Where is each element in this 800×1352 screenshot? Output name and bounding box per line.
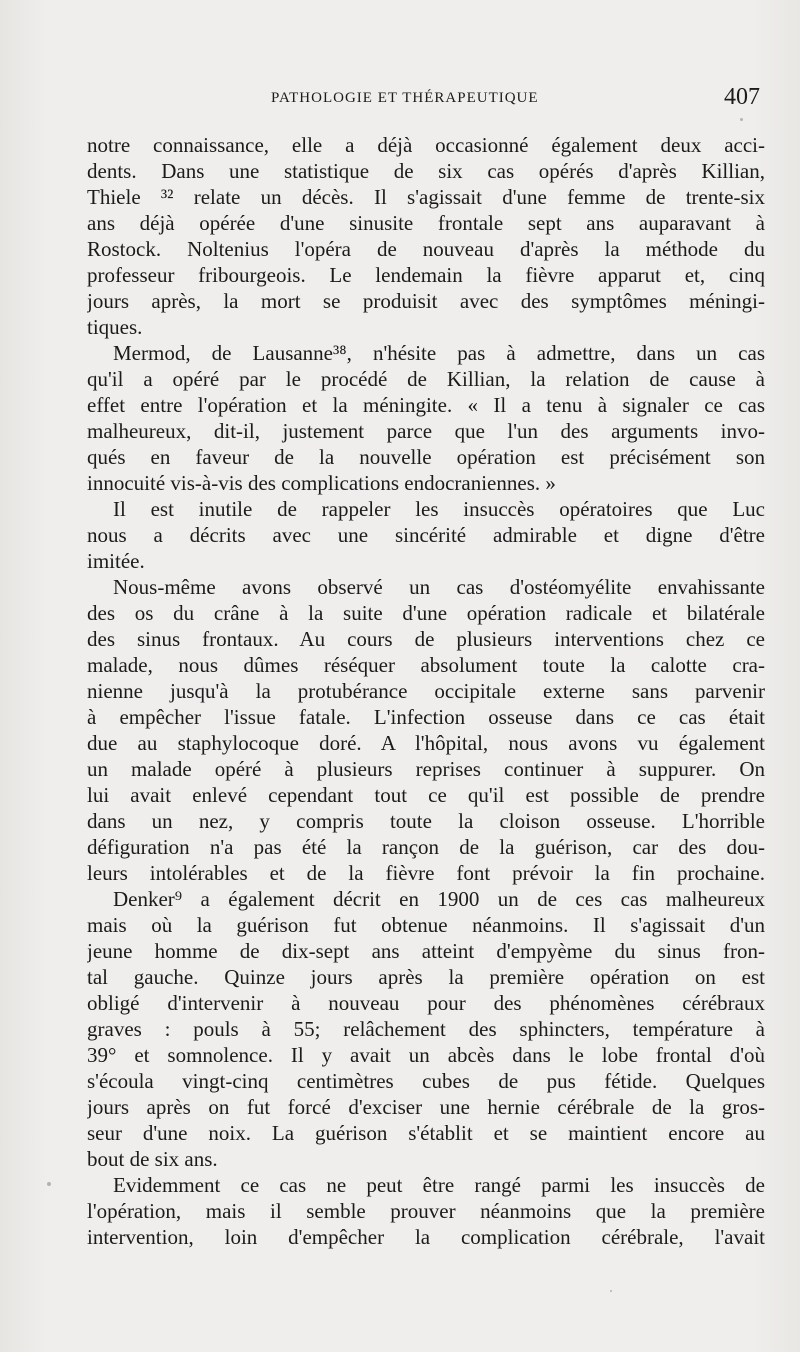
text-line: qu'il a opéré par le procédé de Killian, la relation de cause à <box>87 367 765 391</box>
text-line: bout de six ans. <box>87 1147 218 1171</box>
text-line: graves : pouls à 55; relâchement des sphincters, température à <box>87 1017 765 1041</box>
text-line: Nous-même avons observé un cas d'ostéomyélite envahissante <box>113 575 765 599</box>
text-line: ans déjà opérée d'une sinusite frontale sept ans auparavant à <box>87 211 765 235</box>
text-line: un malade opéré à plusieurs reprises continuer à suppurer. On <box>87 757 765 781</box>
text-line: jours après on fut forcé d'exciser une hernie cérébrale de la gros- <box>87 1095 765 1119</box>
text-line: Denker⁹ a également décrit en 1900 un de ces cas malheureux <box>113 887 765 911</box>
text-line: imitée. <box>87 549 145 573</box>
text-line: l'opération, mais il semble prouver néanmoins que la première <box>87 1199 765 1223</box>
text-line: dans un nez, y compris toute la cloison osseuse. L'horrible <box>87 809 765 833</box>
page-number: 407 <box>724 84 760 110</box>
text-line: leurs intolérables et de la fièvre font prévoir la fin prochaine. <box>87 861 765 885</box>
text-line: seur d'une noix. La guérison s'établit et se maintient encore au <box>87 1121 765 1145</box>
text-line: nienne jusqu'à la protubérance occipitale externe sans parvenir <box>87 679 765 703</box>
text-line: jeune homme de dix-sept ans atteint d'empyème du sinus fron- <box>87 939 765 963</box>
text-line: lui avait enlevé cependant tout ce qu'il est possible de prendre <box>87 783 765 807</box>
text-line: intervention, loin d'empêcher la complication cérébrale, l'avait <box>87 1225 765 1249</box>
text-line: malheureux, dit-il, justement parce que l'un des arguments invo- <box>87 419 765 443</box>
text-line: dents. Dans une statistique de six cas opérés d'après Killian, <box>87 159 765 183</box>
text-line: obligé d'intervenir à nouveau pour des phénomènes cérébraux <box>87 991 765 1015</box>
text-line: des sinus frontaux. Au cours de plusieurs interventions chez ce <box>87 627 765 651</box>
text-line: à empêcher l'issue fatale. L'infection osseuse dans ce cas était <box>87 705 765 729</box>
text-line: tiques. <box>87 315 143 339</box>
text-line: malade, nous dûmes réséquer absolument toute la calotte cra- <box>87 653 765 677</box>
text-line: innocuité vis-à-vis des complications endocraniennes. » <box>87 471 556 495</box>
paper-speck <box>47 1182 51 1186</box>
text-line: Il est inutile de rappeler les insuccès opératoires que Luc <box>113 497 765 521</box>
text-line: Mermod, de Lausanne³⁸, n'hésite pas à admettre, dans un cas <box>113 341 765 365</box>
text-line: jours après, la mort se produisit avec des symptômes méningi- <box>87 289 765 313</box>
text-line: Evidemment ce cas ne peut être rangé parmi les insuccès de <box>113 1173 765 1197</box>
text-line: défiguration n'a pas été la rançon de la guérison, car des dou- <box>87 835 765 859</box>
paper-speck <box>740 118 743 121</box>
text-line: s'écoula vingt-cinq centimètres cubes de pus fétide. Quelques <box>87 1069 765 1093</box>
text-line: nous a décrits avec une sincérité admirable et digne d'être <box>87 523 765 547</box>
text-line: effet entre l'opération et la méningite. « Il a tenu à signaler ce cas <box>87 393 765 417</box>
text-line: tal gauche. Quinze jours après la première opération on est <box>87 965 765 989</box>
text-line: 39° et somnolence. Il y avait un abcès dans le lobe frontal d'où <box>87 1043 765 1067</box>
text-line: qués en faveur de la nouvelle opération est précisément son <box>87 445 765 469</box>
text-line: professeur fribourgeois. Le lendemain la fièvre apparut et, cinq <box>87 263 765 287</box>
text-line: Thiele ³² relate un décès. Il s'agissait d'une femme de trente-six <box>87 185 765 209</box>
running-title: PATHOLOGIE ET THÉRAPEUTIQUE <box>271 90 539 106</box>
text-line: Rostock. Noltenius l'opéra de nouveau d'après la méthode du <box>87 237 765 261</box>
text-line: mais où la guérison fut obtenue néanmoins. Il s'agissait d'un <box>87 913 765 937</box>
text-line: notre connaissance, elle a déjà occasionné également deux acci- <box>87 133 765 157</box>
paper-speck <box>610 1290 612 1292</box>
text-line: des os du crâne à la suite d'une opération radicale et bilatérale <box>87 601 765 625</box>
page-header <box>0 84 800 114</box>
text-line: due au staphylocoque doré. A l'hôpital, nous avons vu également <box>87 731 765 755</box>
